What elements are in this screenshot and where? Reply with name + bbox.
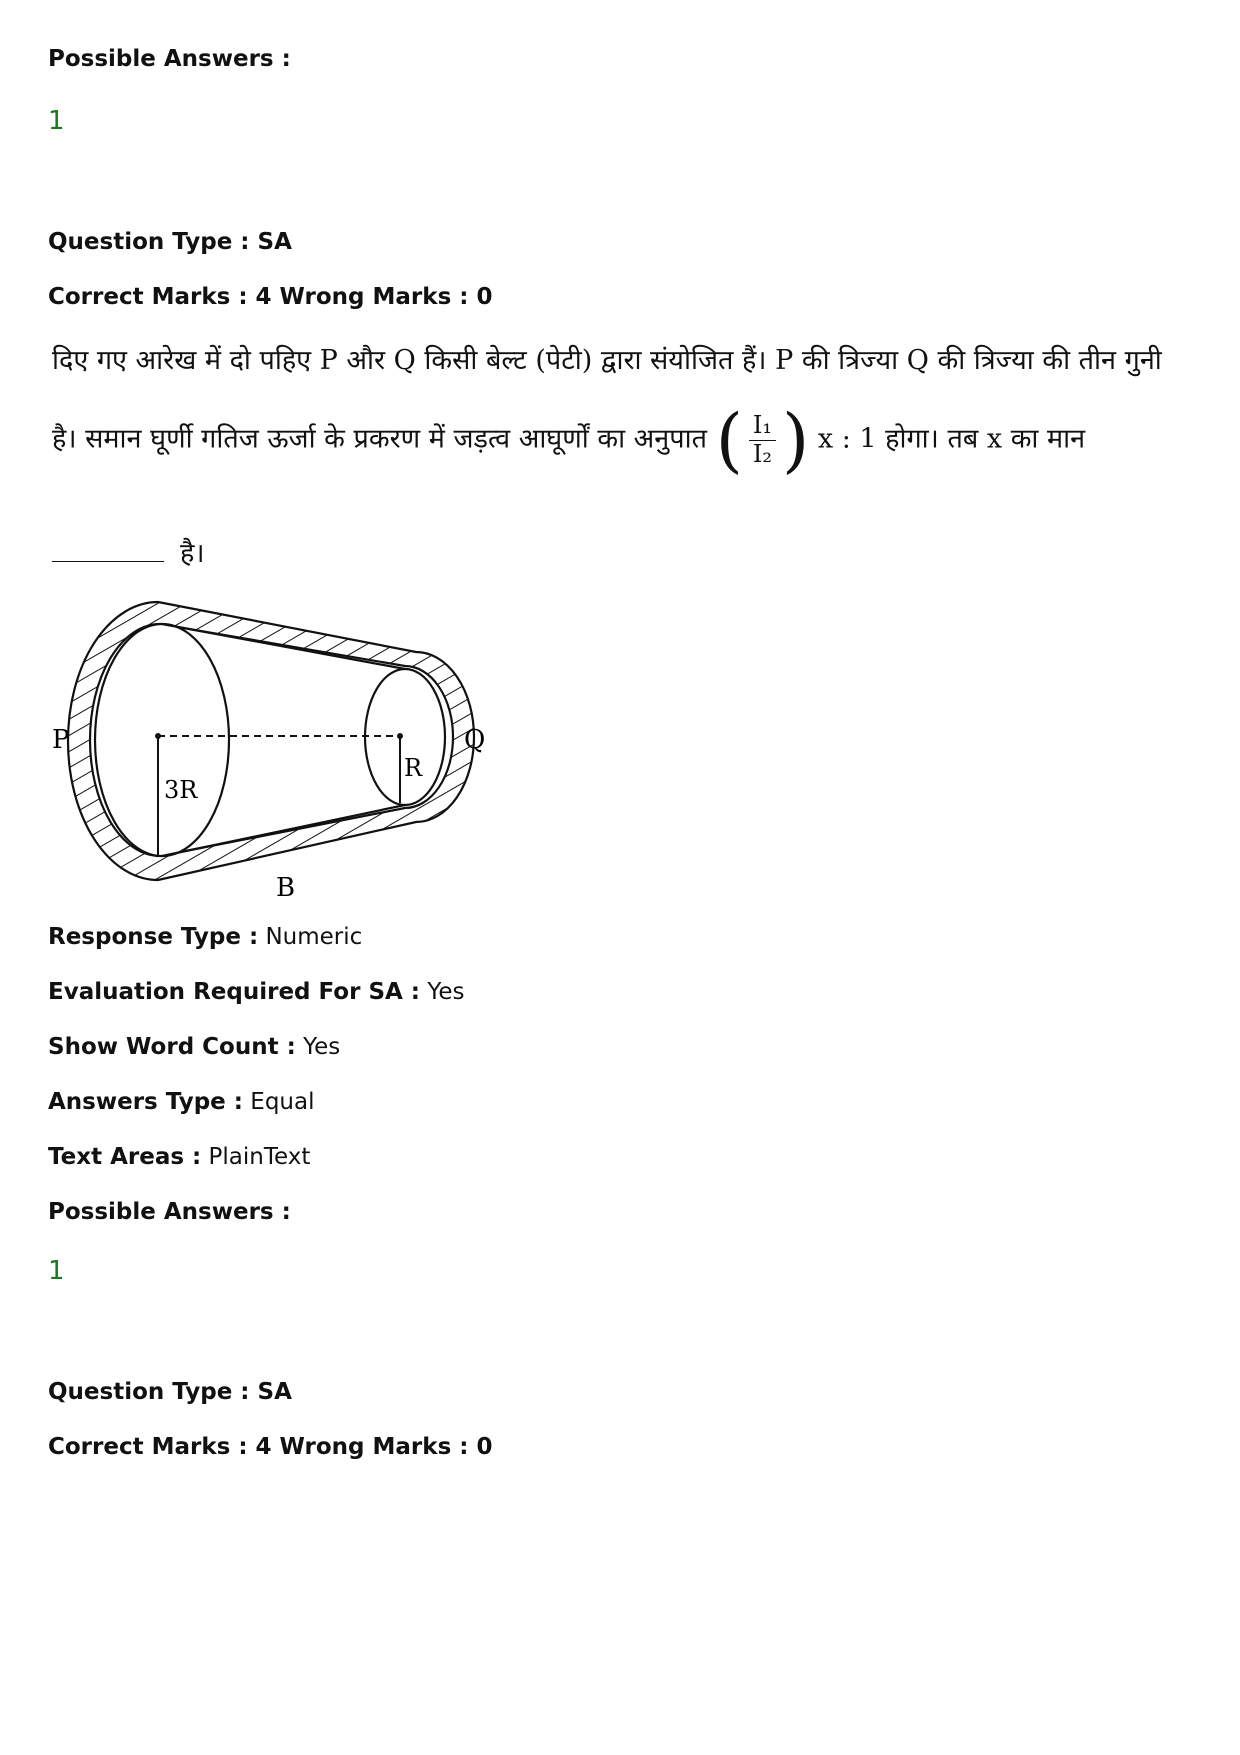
field-value: Numeric (265, 924, 363, 950)
inertia-ratio-fraction (749, 412, 776, 468)
question-text-line1: दिए गए आरेख में दो पहिए P और Q किसी बेल्ट (पेटी) द्वारा संयोजित हैं। P की त्रिज्या Q की त्रिज्या की तीन गुनी (52, 345, 1162, 376)
field-label: Answers Type : (48, 1089, 243, 1115)
label-r: R (404, 754, 423, 782)
possible-answers-label: Possible Answers : (48, 1199, 291, 1225)
question-text-line3 (52, 533, 205, 570)
field-row-answers-type (48, 1089, 315, 1115)
field-row-evaluation-required (48, 979, 464, 1005)
field-row-response-type (48, 924, 362, 950)
label-3r: 3R (164, 776, 198, 804)
open-paren: ( (715, 399, 743, 481)
label-q: Q (464, 725, 486, 755)
field-label: Response Type : (48, 924, 259, 950)
belt-pulley-diagram (40, 590, 500, 900)
field-label: Show Word Count : (48, 1034, 296, 1060)
field-value: Equal (250, 1089, 315, 1115)
close-paren: ) (782, 399, 810, 481)
wheel-p (95, 624, 229, 856)
possible-answer-value: 1 (48, 1256, 65, 1286)
question-text-line2-end: x : 1 होगा। तब x का मान (817, 423, 1086, 455)
answer-blank (52, 561, 164, 562)
field-row-show-word-count (48, 1034, 340, 1060)
question-type: Question Type : SA (48, 1379, 292, 1405)
fraction-numerator: I₁ (749, 412, 776, 441)
field-value: PlainText (208, 1144, 311, 1170)
possible-answers-label: Possible Answers : (48, 46, 291, 72)
field-label: Text Areas : (48, 1144, 202, 1170)
question-type: Question Type : SA (48, 229, 292, 255)
question-text-line2-start: है। समान घूर्णी गतिज ऊर्जा के प्रकरण में जड़त्व आघूर्णों का अनुपात (52, 423, 707, 455)
question-text-line3-end: है। (180, 538, 205, 569)
field-label: Evaluation Required For SA : (48, 979, 421, 1005)
marks-info: Correct Marks : 4 Wrong Marks : 0 (48, 1434, 493, 1460)
fraction-denominator: I₂ (752, 439, 772, 468)
possible-answer-value: 1 (48, 106, 65, 136)
field-value: Yes (427, 979, 465, 1005)
field-value: Yes (303, 1034, 341, 1060)
marks-info: Correct Marks : 4 Wrong Marks : 0 (48, 284, 493, 310)
label-p: P (52, 725, 70, 755)
question-text-line2 (52, 399, 1086, 481)
label-b: B (276, 873, 296, 900)
field-row-text-areas (48, 1144, 310, 1170)
